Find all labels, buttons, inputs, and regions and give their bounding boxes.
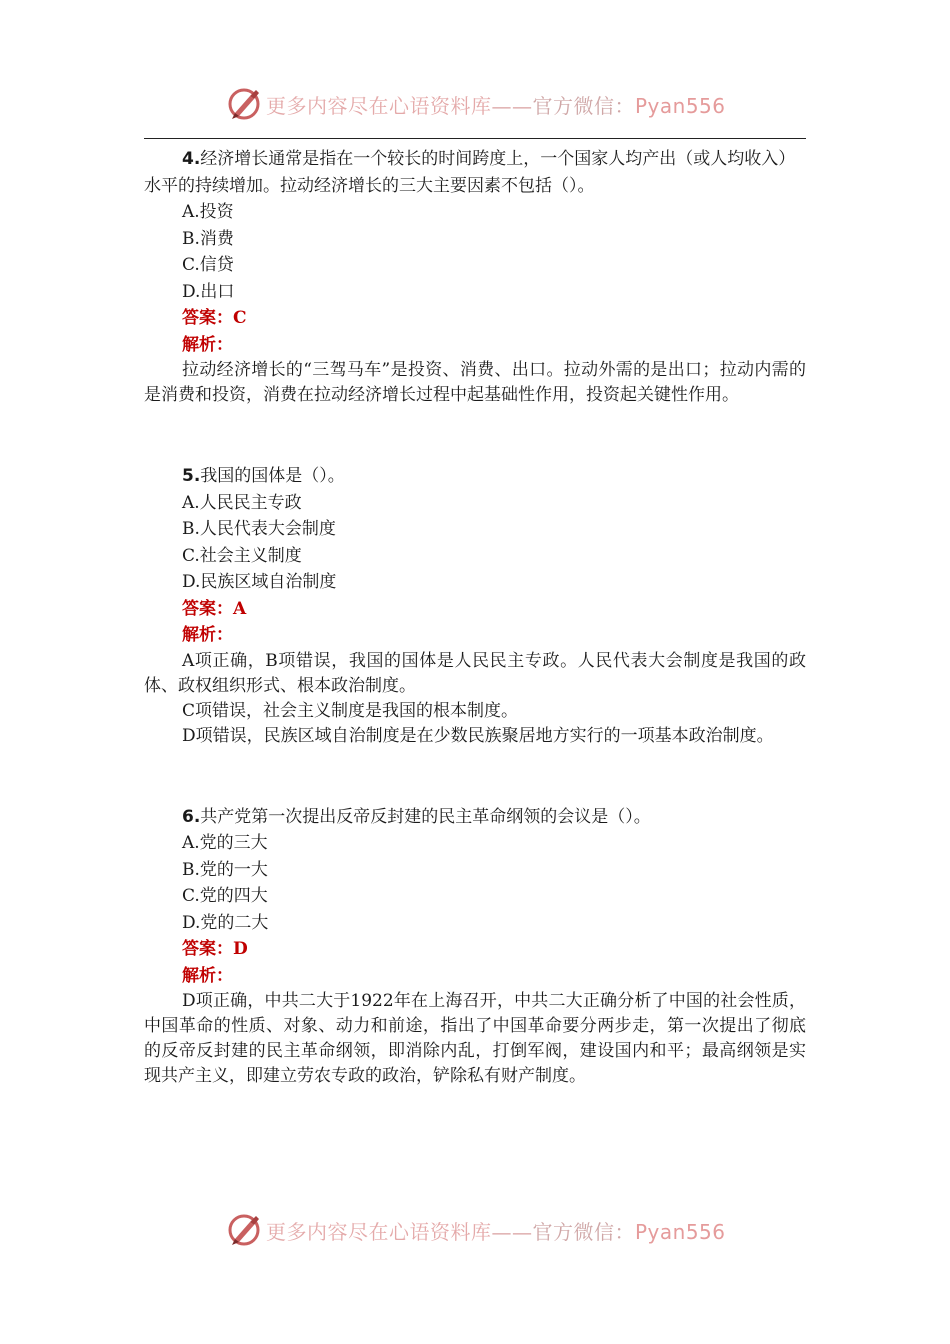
option-d: D.党的二大	[182, 912, 269, 933]
header-banner	[0, 82, 950, 126]
answer-label: 答案：A	[182, 598, 247, 619]
document-body	[144, 146, 806, 1089]
banner-text: 更多内容尽在心语资料库	[266, 93, 492, 118]
analysis-label: 解析：	[182, 965, 233, 986]
footer-banner	[0, 1208, 950, 1252]
answer-label: 答案：D	[182, 939, 248, 959]
analysis-label: 解析：	[182, 334, 233, 355]
banner-separator: ——	[491, 1219, 533, 1244]
option-d: D.出口	[182, 281, 235, 302]
pen-logo-icon	[226, 1212, 262, 1248]
analysis-label: 解析：	[182, 625, 233, 645]
spacer	[144, 749, 806, 804]
option-c: C.党的四大	[182, 886, 268, 906]
banner-wechat-id: Pyan556	[635, 1219, 726, 1244]
banner-separator: ——	[491, 93, 533, 118]
banner-wechat-label: 官方微信：	[532, 93, 635, 118]
option-a: A.党的三大	[182, 833, 268, 853]
question-6	[144, 804, 806, 1090]
banner-wechat-label: 官方微信：	[532, 1219, 635, 1244]
question-stem: 6.共产党第一次提出反帝反封建的民主革命纲领的会议是（）。	[182, 806, 651, 827]
option-d: D.民族区域自治制度	[182, 572, 337, 592]
analysis-paragraph: C项错误，社会主义制度是我国的根本制度。	[182, 700, 519, 721]
banner-wechat-id: Pyan556	[635, 93, 726, 118]
option-a: A.投资	[182, 202, 234, 222]
option-c: C.信贷	[182, 255, 234, 275]
question-stem: 4.经济增长通常是指在一个较长的时间跨度上，一个国家人均产出（或人均收入）水平的持续增加。拉动经济增长的三大主要因素不包括（）。	[144, 149, 796, 196]
pen-logo-icon	[226, 86, 262, 122]
question-5	[144, 463, 806, 749]
option-b: B.人民代表大会制度	[182, 519, 336, 539]
option-b: B.消费	[182, 228, 234, 249]
analysis-paragraph: A项正确，B项错误，我国的国体是人民民主专政。人民代表大会制度是我国的政体、政权组织形式、根本政治制度。	[144, 650, 806, 696]
banner-text: 更多内容尽在心语资料库	[266, 1219, 492, 1244]
option-c: C.社会主义制度	[182, 545, 302, 566]
question-stem: 5.我国的国体是（）。	[182, 466, 345, 486]
analysis-paragraph: D项错误，民族区域自治制度是在少数民族聚居地方实行的一项基本政治制度。	[182, 725, 774, 746]
answer-label: 答案：C	[182, 308, 247, 328]
option-b: B.党的一大	[182, 859, 268, 880]
spacer	[144, 408, 806, 463]
question-4	[144, 146, 806, 408]
option-a: A.人民民主专政	[182, 492, 302, 513]
header-divider	[144, 138, 806, 139]
analysis-paragraph: 拉动经济增长的“三驾马车”是投资、消费、出口。拉动外需的是出口；拉动内需的是消费和投资，消费在拉动经济增长过程中起基础性作用，投资起关键性作用。	[144, 360, 806, 405]
analysis-paragraph: D项正确，中共二大于1922年在上海召开，中共二大正确分析了中国的社会性质，中国革命的性质、对象、动力和前途，指出了中国革命要分两步走，第一次提出了彻底的反帝反封建的民主革命纲领，即消除内乱，打倒军阀，建设国内和平；最高纲领是实现共产主义，即建立劳农专政的政治，铲除私有财产制度。	[144, 991, 806, 1086]
